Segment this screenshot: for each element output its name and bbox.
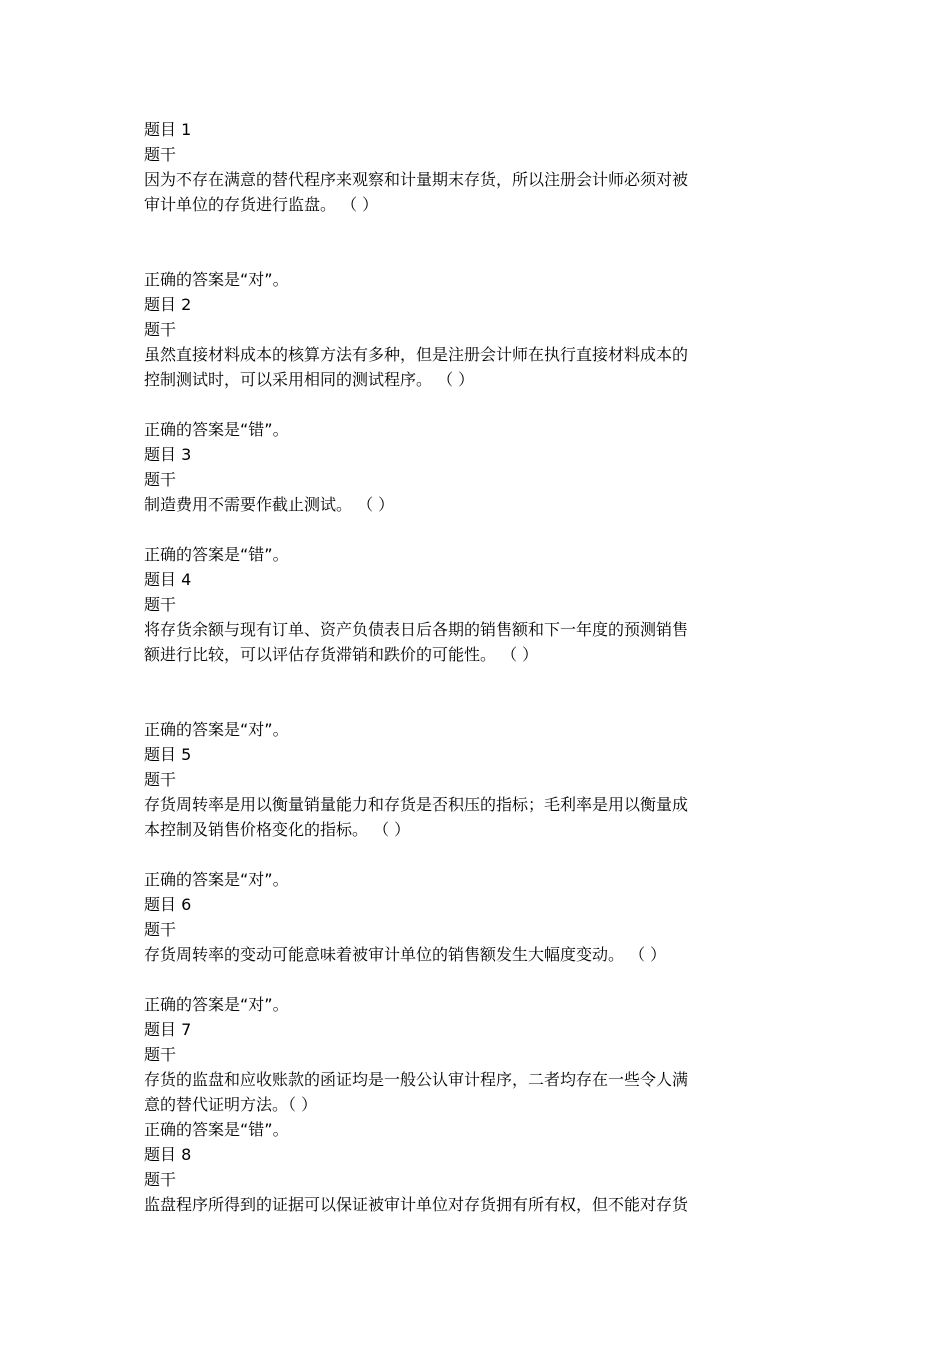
stem-label: 题干 [144, 595, 177, 614]
question-block [144, 292, 764, 442]
question-title: 题目 3 [144, 445, 192, 464]
spacer [144, 517, 764, 542]
stem-label: 题干 [144, 770, 177, 789]
stem-label: 题干 [144, 145, 177, 164]
question-block [144, 742, 764, 892]
question-stem-line: 将存货余额与现有订单、资产负债表日后各期的销售额和下一年度的预测销售 [144, 620, 689, 639]
question-title: 题目 5 [144, 745, 192, 764]
question-title: 题目 6 [144, 895, 192, 914]
correct-answer: 正确的答案是“错”。 [144, 1120, 289, 1139]
question-stem-line: 因为不存在满意的替代程序来观察和计量期末存货，所以注册会计师必须对被 [144, 170, 689, 189]
spacer [144, 392, 764, 417]
stem-label: 题干 [144, 1045, 177, 1064]
question-title: 题目 7 [144, 1020, 192, 1039]
question-block [144, 567, 764, 742]
question-block [144, 117, 764, 292]
question-title: 题目 4 [144, 570, 192, 589]
stem-label: 题干 [144, 920, 177, 939]
question-block [144, 892, 764, 1017]
question-stem-line: 存货的监盘和应收账款的函证均是一般公认审计程序，二者均存在一些令人满 [144, 1070, 689, 1089]
spacer [144, 842, 764, 867]
spacer [144, 967, 764, 992]
question-block [144, 1017, 764, 1142]
question-stem-line: 本控制及销售价格变化的指标。 （ ） [144, 820, 411, 839]
question-stem-line: 意的替代证明方法。（ ） [144, 1095, 318, 1114]
correct-answer: 正确的答案是“对”。 [144, 995, 289, 1014]
question-stem-line: 制造费用不需要作截止测试。 （ ） [144, 495, 395, 514]
correct-answer: 正确的答案是“对”。 [144, 720, 289, 739]
question-stem-line: 审计单位的存货进行监盘。 （ ） [144, 195, 379, 214]
question-stem-line: 额进行比较，可以评估存货滞销和跌价的可能性。 （ ） [144, 645, 539, 664]
question-stem-line: 控制测试时，可以采用相同的测试程序。 （ ） [144, 370, 475, 389]
correct-answer: 正确的答案是“对”。 [144, 870, 289, 889]
correct-answer: 正确的答案是“错”。 [144, 420, 289, 439]
question-block [144, 442, 764, 567]
document-body [144, 117, 764, 1217]
spacer [144, 667, 764, 717]
question-block [144, 1142, 764, 1217]
question-title: 题目 2 [144, 295, 192, 314]
spacer [144, 217, 764, 267]
stem-label: 题干 [144, 320, 177, 339]
correct-answer: 正确的答案是“对”。 [144, 270, 289, 289]
stem-label: 题干 [144, 1170, 177, 1189]
question-stem-line: 虽然直接材料成本的核算方法有多种，但是注册会计师在执行直接材料成本的 [144, 345, 689, 364]
question-title: 题目 8 [144, 1145, 192, 1164]
question-title: 题目 1 [144, 120, 192, 139]
question-stem-line: 存货周转率的变动可能意味着被审计单位的销售额发生大幅度变动。 （ ） [144, 945, 667, 964]
correct-answer: 正确的答案是“错”。 [144, 545, 289, 564]
question-stem-line: 监盘程序所得到的证据可以保证被审计单位对存货拥有所有权，但不能对存货 [144, 1195, 689, 1214]
stem-label: 题干 [144, 470, 177, 489]
question-stem-line: 存货周转率是用以衡量销量能力和存货是否积压的指标；毛利率是用以衡量成 [144, 795, 689, 814]
